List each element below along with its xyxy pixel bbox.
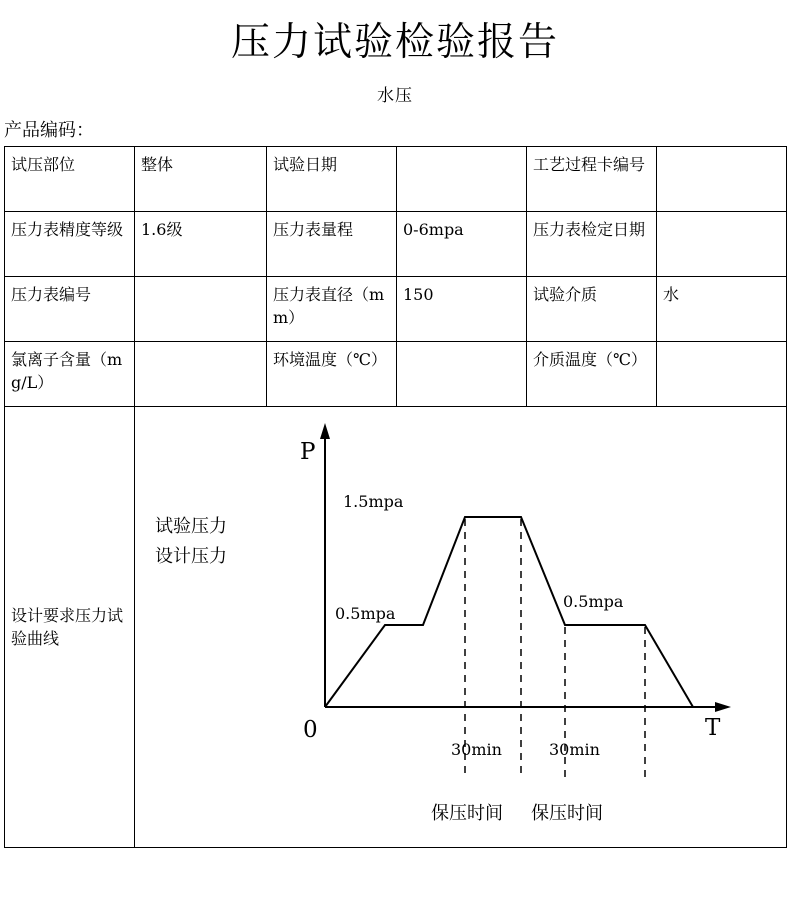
cell-test-medium-value[interactable]: 水 [657,276,787,341]
cell-medium-temperature-value[interactable] [657,341,787,406]
upper-pressure-label: 1.5mpa [343,491,404,511]
curve-legend-line-2: 设计压力 [155,545,227,567]
hold-duration-label-2: 30min [549,739,600,759]
pressure-curve-chart-cell [135,406,787,847]
origin-label: 0 [303,716,318,743]
report-page [0,22,790,916]
cell-gauge-calibration-date-label: 压力表检定日期 [527,211,657,276]
hold-caption-1: 保压时间 [431,802,503,824]
hold-duration-label-1: 30min [451,739,502,759]
page-subtitle: 水压 [377,85,413,106]
cell-design-curve-label: 设计要求压力试验曲线 [5,406,135,847]
inspection-table [4,146,787,848]
cell-process-card-no-value[interactable] [657,146,787,211]
pressure-curve-svg [135,407,783,845]
y-axis-label: P [300,438,316,465]
y-axis-arrow [320,423,330,439]
cell-test-location-value[interactable]: 整体 [135,146,267,211]
cell-ambient-temperature-value[interactable] [397,341,527,406]
cell-gauge-accuracy-value[interactable]: 1.6级 [135,211,267,276]
cell-gauge-accuracy-label: 压力表精度等级 [5,211,135,276]
cell-gauge-diameter-label: 压力表直径（mm） [267,276,397,341]
cell-test-location-label: 试压部位 [5,146,135,211]
cell-test-medium-label: 试验介质 [527,276,657,341]
cell-medium-temperature-label: 介质温度（℃） [527,341,657,406]
pressure-curve-chart [135,407,786,847]
cell-gauge-diameter-value[interactable]: 150 [397,276,527,341]
page-title: 压力试验检验报告 [230,20,559,65]
table-row [5,276,787,341]
cell-gauge-range-value[interactable]: 0-6mpa [397,211,527,276]
table-row-chart [5,406,787,847]
table-row [5,341,787,406]
x-axis-arrow [715,702,731,712]
x-axis-label: T [705,714,721,741]
table-row [5,211,787,276]
hold-caption-2: 保压时间 [531,802,603,824]
cell-chloride-content-label: 氯离子含量（mg/L） [5,341,135,406]
cell-gauge-number-value[interactable] [135,276,267,341]
lower-pressure-left-label: 0.5mpa [335,603,396,623]
product-code-label: 产品编码： [4,119,94,141]
lower-pressure-right-label: 0.5mpa [563,591,624,611]
cell-gauge-number-label: 压力表编号 [5,276,135,341]
table-row [5,146,787,211]
curve-legend-line-1: 试验压力 [155,515,227,537]
cell-chloride-content-value[interactable] [135,341,267,406]
cell-gauge-range-label: 压力表量程 [267,211,397,276]
cell-gauge-calibration-date-value[interactable] [657,211,787,276]
cell-ambient-temperature-label: 环境温度（℃） [267,341,397,406]
cell-process-card-no-label: 工艺过程卡编号 [527,146,657,211]
cell-test-date-label: 试验日期 [267,146,397,211]
cell-test-date-value[interactable] [397,146,527,211]
